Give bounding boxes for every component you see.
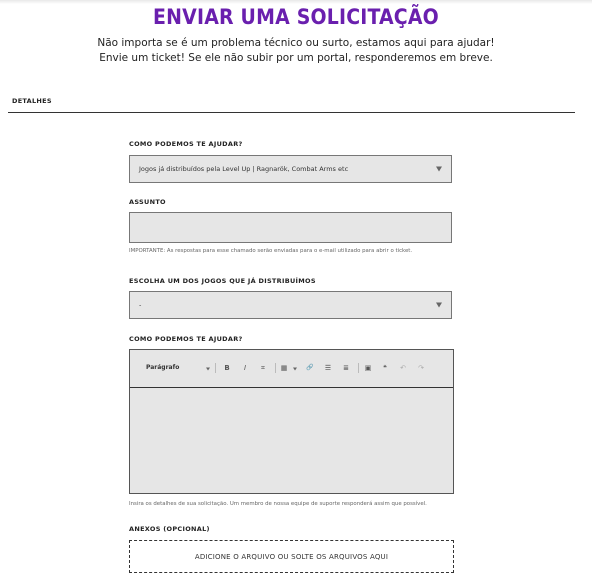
redo-icon[interactable]: ↷	[418, 364, 424, 372]
help-topic-selected: Jogos já distribuídos pela Level Up | Ragnarök, Combat Arms etc	[139, 165, 349, 173]
dropzone-text: ADICIONE O ARQUIVO OU SOLTE OS ARQUIVOS AQUI	[194, 552, 389, 561]
description-hint: Insira os detalhes de sua solicitação. Um membro de nossa equipe de suporte responderá assim que possível.	[129, 501, 427, 507]
help-topic-select[interactable]	[129, 155, 452, 183]
top-shadow	[0, 0, 592, 4]
link-icon[interactable]: 🔗	[306, 364, 314, 371]
chevron-down-icon[interactable]	[206, 368, 210, 371]
chevron-down-icon	[436, 303, 442, 308]
editor-toolbar	[130, 350, 453, 388]
toolbar-separator	[275, 363, 276, 373]
chevron-down-icon	[436, 167, 442, 172]
code-icon[interactable]: ⌗	[261, 364, 265, 372]
bulleted-list-icon[interactable]: ☰	[324, 364, 332, 372]
subject-hint: IMPORTANTE: As respostas para esse chamado serão enviadas para o e-mail utilizado para abrir o ticket.	[129, 248, 413, 254]
bold-icon[interactable]: B	[224, 364, 230, 372]
subject-input[interactable]	[129, 212, 452, 243]
subject-label: ASSUNTO	[129, 198, 166, 206]
undo-icon[interactable]: ↶	[400, 364, 406, 372]
attachments-dropzone[interactable]	[129, 540, 454, 573]
page-subtitle-line1: Não importa se é um problema técnico ou surto, estamos aqui para ajudar!	[97, 37, 495, 49]
game-select[interactable]	[129, 291, 452, 319]
paragraph-style-dropdown[interactable]: Parágrafo	[146, 364, 180, 371]
help-topic-label: COMO PODEMOS TE AJUDAR?	[129, 140, 243, 148]
game-selected: -	[139, 301, 142, 309]
page-title: ENVIAR UMA SOLICITAÇÃO	[153, 5, 439, 29]
chevron-down-icon[interactable]	[293, 368, 297, 371]
numbered-list-icon[interactable]: ≣	[343, 364, 349, 372]
editor-content-area[interactable]	[130, 388, 453, 493]
toolbar-separator	[215, 363, 216, 373]
description-label: COMO PODEMOS TE AJUDAR?	[129, 335, 243, 343]
section-divider	[8, 112, 575, 113]
italic-icon[interactable]: I	[243, 364, 247, 372]
page-subtitle-line2: Envie um ticket! Se ele não subir por um portal, responderemos em breve.	[99, 52, 493, 64]
description-editor[interactable]	[129, 349, 454, 494]
quote-icon[interactable]: ❝	[383, 364, 387, 372]
image-icon[interactable]: ▣	[364, 364, 372, 372]
toolbar-separator	[358, 363, 359, 373]
section-details-label: DETALHES	[12, 97, 52, 105]
game-label: ESCOLHA UM DOS JOGOS QUE JÁ DISTRIBUÍMOS	[129, 277, 316, 285]
attachments-label: ANEXOS (OPCIONAL)	[129, 525, 210, 533]
insert-table-icon[interactable]: ▦	[280, 364, 288, 372]
